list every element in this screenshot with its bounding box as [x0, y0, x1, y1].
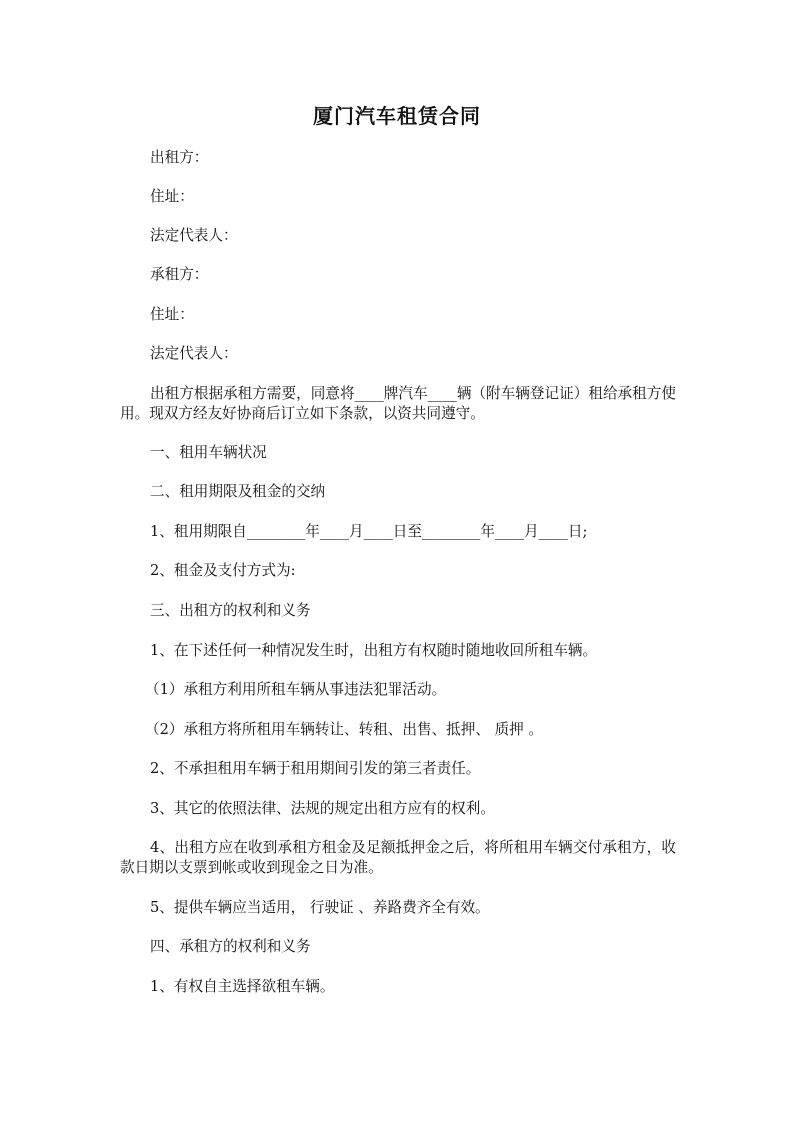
document-title: 厦门汽车租赁合同 — [313, 104, 481, 128]
clause-3-1-item-1: （1）承租方利用所租车辆从事违法犯罪活动。 — [145, 681, 447, 698]
clause-3-3: 3、其它的依照法律、法规的规定出租方应有的权利。 — [150, 800, 495, 817]
lessor-address-field: 住址： — [150, 188, 194, 205]
clause-4-1: 1、有权自主选择欲租车辆。 — [150, 978, 335, 995]
lessor-representative-field: 法定代表人： — [150, 227, 238, 244]
lessor-field: 出租方： — [150, 149, 209, 166]
clause-3-1-item-2: （2）承租方将所租用车辆转让、转租、出售、抵押、 质押 。 — [145, 721, 544, 738]
section-heading-4: 四、承租方的权利和义务 — [150, 938, 311, 955]
preamble-paragraph: 出租方根据承租方需要，同意将____牌汽车____辆（附车辆登记证）租给承租方使用。现双方经友好协商后订立如下条款，以资共同遵守。 — [120, 385, 676, 422]
section-heading-2: 二、租用期限及租金的交纳 — [150, 483, 326, 500]
lessee-address-field: 住址： — [150, 306, 194, 323]
lessee-representative-field: 法定代表人： — [150, 345, 238, 362]
clause-3-5: 5、提供车辆应当适用， 行驶证 、养路费齐全有效。 — [150, 899, 490, 916]
clause-2-2: 2、租金及支付方式为: — [150, 562, 296, 579]
clause-3-1: 1、在下述任何一种情况发生时，出租方有权随时随地收回所租车辆。 — [150, 642, 598, 659]
clause-3-2: 2、不承担租用车辆于租用期间引发的第三者责任。 — [150, 760, 481, 777]
clause-3-4: 4、出租方应在收到承租方租金及足额抵押金之后，将所租用车辆交付承租方，收款日期以支票到帐或收到现金之日为准。 — [120, 839, 676, 876]
section-heading-3: 三、出租方的权利和义务 — [150, 602, 311, 619]
section-heading-1: 一、租用车辆状况 — [150, 444, 267, 461]
clause-2-1: 1、租用期限自________年____月____日至________年____月____日; — [150, 523, 588, 540]
lessee-field: 承租方： — [150, 266, 209, 283]
